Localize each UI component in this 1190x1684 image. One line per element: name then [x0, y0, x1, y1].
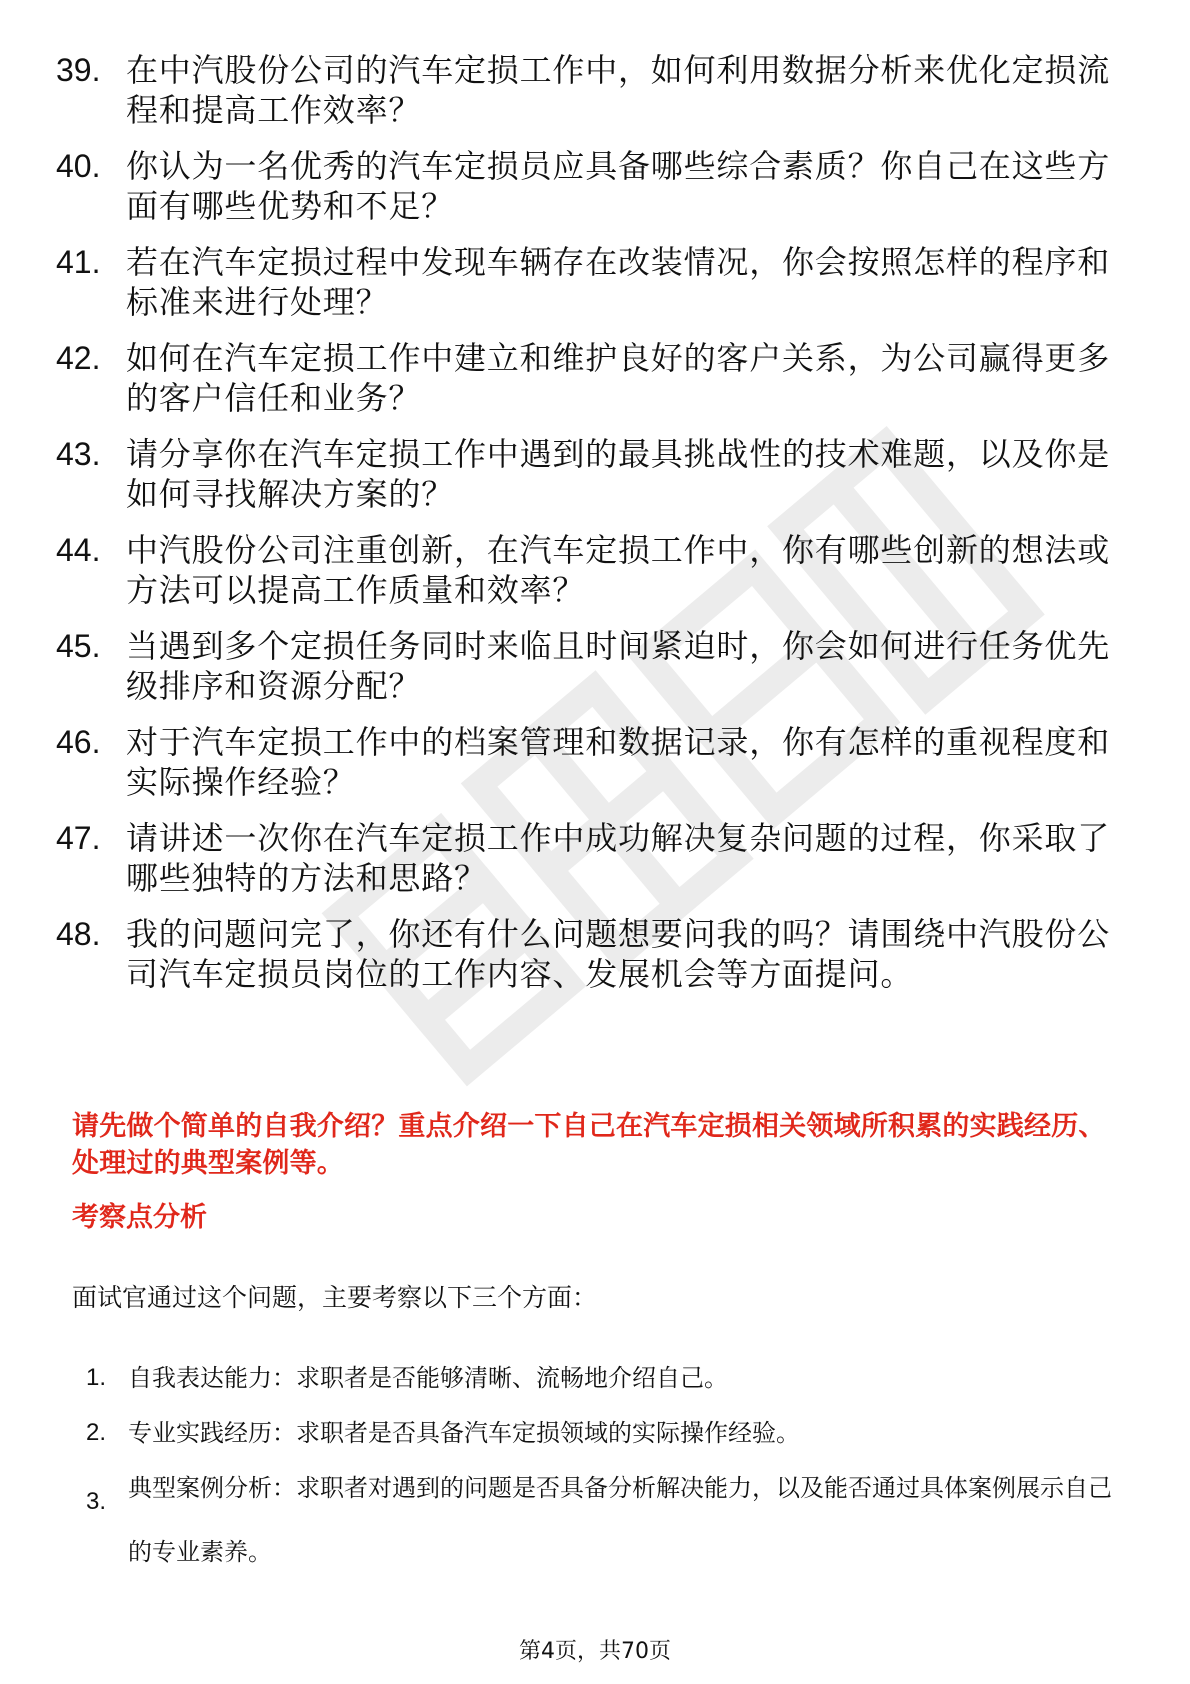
analysis-heading: 考察点分析	[72, 1202, 207, 1233]
question-text: 我的问题问完了，你还有什么问题想要问我的吗？请围绕中汽股份公司汽车定损员岗位的工作内容、发展机会等方面提问。	[126, 915, 1111, 993]
analysis-intro: 面试官通过这个问题，主要考察以下三个方面：	[72, 1283, 598, 1312]
analysis-point-text: 专业实践经历：求职者是否具备汽车定损领域的实际操作经验。	[128, 1419, 800, 1447]
question-number: 40.	[56, 148, 101, 184]
analysis-point-text: 典型案例分析：求职者对遇到的问题是否具备分析解决能力，以及能否通过具体案例展示自己的专业素养。	[128, 1474, 1112, 1566]
question-number: 46.	[56, 724, 101, 760]
question-item	[56, 146, 1136, 226]
question-item	[56, 338, 1136, 418]
question-text: 对于汽车定损工作中的档案管理和数据记录，你有怎样的重视程度和实际操作经验？	[126, 723, 1111, 801]
question-text: 中汽股份公司注重创新，在汽车定损工作中，你有哪些创新的想法或方法可以提高工作质量和效率？	[126, 531, 1111, 609]
page-footer: 第4页，共70页	[519, 1639, 671, 1664]
question-item	[56, 818, 1136, 898]
analysis-point-number: 3.	[86, 1488, 107, 1515]
question-text: 你认为一名优秀的汽车定损员应具备哪些综合素质？你自己在这些方面有哪些优势和不足？	[126, 147, 1111, 225]
analysis-points	[86, 1360, 1126, 1603]
question-item	[56, 914, 1136, 994]
analysis-point	[86, 1415, 1126, 1451]
analysis-point	[86, 1470, 1126, 1584]
question-item	[56, 530, 1136, 610]
question-item	[56, 722, 1136, 802]
question-text: 如何在汽车定损工作中建立和维护良好的客户关系，为公司赢得更多的客户信任和业务？	[126, 339, 1111, 417]
analysis-point-text: 自我表达能力：求职者是否能够清晰、流畅地介绍自己。	[128, 1364, 728, 1392]
self-introduction-question: 请先做个简单的自我介绍？重点介绍一下自己在汽车定损相关领域所积累的实践经历、处理过的典型案例等。	[72, 1111, 1106, 1179]
question-number: 44.	[56, 532, 101, 568]
question-text: 请讲述一次你在汽车定损工作中成功解决复杂问题的过程，你采取了哪些独特的方法和思路？	[126, 819, 1111, 897]
question-number: 47.	[56, 820, 101, 856]
question-number: 45.	[56, 628, 101, 664]
question-item	[56, 50, 1136, 130]
question-text: 在中汽股份公司的汽车定损工作中，如何利用数据分析来优化定损流程和提高工作效率？	[126, 51, 1111, 129]
question-number: 41.	[56, 244, 101, 280]
question-number: 48.	[56, 916, 101, 952]
analysis-point-number: 2.	[86, 1419, 107, 1446]
question-list	[56, 50, 1136, 1010]
question-number: 42.	[56, 340, 101, 376]
analysis-point-number: 1.	[86, 1364, 107, 1391]
question-number: 39.	[56, 52, 101, 88]
question-number: 43.	[56, 436, 101, 472]
question-text: 请分享你在汽车定损工作中遇到的最具挑战性的技术难题，以及你是如何寻找解决方案的？	[126, 435, 1111, 513]
question-item	[56, 626, 1136, 706]
question-item	[56, 434, 1136, 514]
question-text: 当遇到多个定损任务同时来临且时间紧迫时，你会如何进行任务优先级排序和资源分配？	[126, 627, 1111, 705]
analysis-point	[86, 1360, 1126, 1396]
question-text: 若在汽车定损过程中发现车辆存在改装情况，你会按照怎样的程序和标准来进行处理？	[126, 243, 1111, 321]
question-item	[56, 242, 1136, 322]
